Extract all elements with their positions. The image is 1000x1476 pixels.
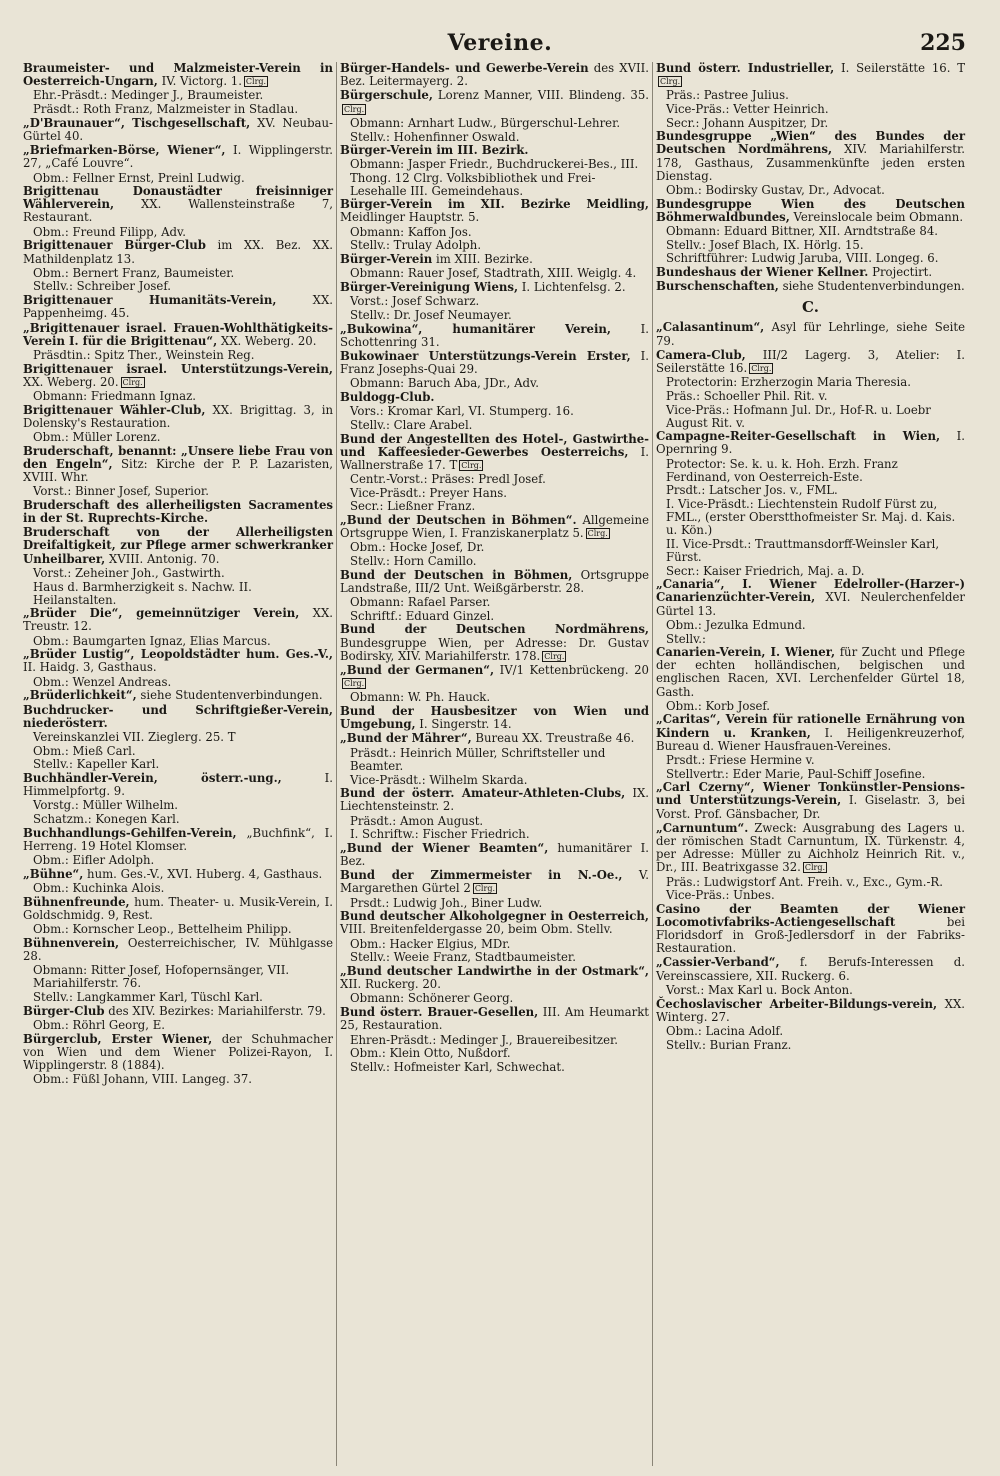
entry-address: Lorenz Manner, VIII. Blindeng. 35. (432, 88, 649, 103)
entry-detail: Obm.: Freund Filipp, Adv. (33, 224, 186, 239)
entry-address: I. Seilerstätte 16. T (834, 62, 966, 75)
clearing-mark: Clrg. (344, 104, 365, 114)
directory-entry (656, 822, 965, 875)
directory-entry (340, 732, 649, 745)
entry-detail: Stellv.: Trulay Adolph. (350, 238, 482, 253)
directory-entry (340, 281, 649, 294)
directory-entry (23, 937, 333, 963)
entry-detail: Stellv.: Horn Camillo. (350, 554, 477, 569)
entry-address: XII. Ruckerg. 20. (340, 977, 441, 992)
directory-entry (656, 781, 965, 820)
entry-detail: Obm.: Klein Otto, Nußdorf. (350, 1046, 511, 1061)
column-left (20, 62, 336, 1466)
entry-address: XX. Brigittag. 3, in Dolensky's Restauration. (23, 402, 333, 430)
entry-detail: Obmann: Ritter Josef, Hofopernsänger, VII. Mariahilferstr. 76. (33, 963, 290, 991)
entry-address: XX. Winterg. 27. (656, 996, 965, 1024)
entry-address: des XVII. Bez. Leitermayerg. 2. (340, 62, 649, 89)
entry-detail: Secr.: Ließner Franz. (350, 499, 476, 514)
directory-entry (23, 827, 333, 853)
directory-entry (23, 62, 333, 88)
entry-detail: Obm.: Bodirsky Gustav, Dr., Advocat. (666, 183, 885, 197)
directory-entry (340, 1006, 649, 1032)
directory-entry (23, 322, 333, 348)
entry-heading: Bundesgruppe Wien des Deutschen Böhmerwaldbundes, (656, 196, 965, 224)
directory-entry (656, 646, 965, 699)
directory-entry (340, 842, 649, 868)
clearing-mark: Clrg. (474, 884, 495, 894)
entry-address: für Zucht und Pflege der echten holländischen, belgischen und englischen Racen, XVI. Lerchenfelder Gürtel 18, Gasth. (656, 645, 965, 699)
entry-detail: Obm.: Lacina Adolf. (666, 1023, 784, 1038)
entry-heading: „Bund der Deutschen in Böhmen“. (340, 513, 577, 527)
entry-heading: Bürger-Verein im XII. Bezirke Meidling, (340, 197, 649, 212)
entry-heading: Buchhändler-Verein, österr.-ung., (23, 771, 282, 785)
entry-heading: Bürger-Verein im III. Bezirk. (340, 143, 529, 158)
entry-detail: Obmann: Schönerer Georg. (350, 991, 514, 1006)
entry-detail: Obm.: Bernert Franz, Baumeister. (33, 265, 235, 280)
entry-detail: Stellv.: Kapeller Karl. (33, 757, 160, 772)
entry-heading: „D'Braunauer“, Tischgesellschaft, (23, 115, 251, 130)
entry-heading: Brigittenauer israel. Unterstützungs-Verein, (23, 361, 333, 376)
clearing-mark: Clrg. (660, 77, 681, 87)
entry-heading: Canarien-Verein, I. Wiener, (656, 645, 836, 660)
entry-detail: Prsdt.: Friese Hermine v. (666, 753, 815, 767)
entry-address: Projectirt. (868, 264, 933, 279)
entry-address: hum. Ges.-V., XVI. Huberg. 4, Gasthaus. (83, 866, 323, 881)
entry-address: XX. Pappenheimg. 45. (23, 293, 333, 321)
entry-heading: „Bund der Germanen“, (340, 662, 495, 677)
directory-entry (23, 772, 333, 798)
directory-entry (340, 62, 649, 88)
entry-address: V. Margarethen Gürtel 2 (340, 868, 649, 896)
entry-detail: Stellvertr.: Eder Marie, Paul-Schiff Josefine. (666, 766, 926, 781)
entry-detail: Prsdt.: Ludwig Joh., Biner Ludw. (350, 895, 543, 910)
entry-heading: „Brüder Die“, gemeinnütziger Verein, (23, 606, 300, 621)
entry-heading: „Cassier-Verband“, (656, 955, 780, 970)
entry-detail: Obm.: Wenzel Andreas. (33, 674, 172, 689)
entry-heading: „Bund der Mährer“, (340, 731, 472, 746)
entry-heading: Bürger-Club (23, 1003, 105, 1018)
entry-address: XX. Weberg. 20. (23, 374, 119, 389)
entry-detail: Obm.: Kuchinka Alois. (33, 881, 165, 896)
column-middle (336, 62, 652, 1466)
entry-detail: Obmann: Rafael Parser. (350, 595, 491, 610)
entry-detail: I. Vice-Präsdt.: Liechtenstein Rudolf Fürst zu, FML., (erster Oberstthofmeister Sr. Maj. d. Kais. u. Kön.) (666, 497, 956, 538)
directory-entry (340, 705, 649, 731)
entry-detail: Obmann: Arnhart Ludw., Bürgerschul-Lehrer. (350, 115, 621, 130)
entry-detail: Stellv.: Schreiber Josef. (33, 279, 171, 294)
entry-address: I. Schottenring 31. (340, 321, 649, 349)
clearing-mark: Clrg. (344, 679, 365, 689)
directory-entry (23, 294, 333, 320)
entry-heading: Campagne-Reiter-Gesellschaft in Wien, (656, 429, 941, 444)
entry-heading: Bund der Hausbesitzer von Wien und Umgebung, (340, 704, 649, 732)
entry-address: I. Singerstr. 14. (415, 717, 512, 732)
entry-address: im XX. Bez. XX. Mathildenplatz 13. (23, 238, 333, 266)
directory-entry (340, 433, 649, 472)
directory-entry (23, 896, 333, 922)
entry-address: siehe Studentenverbindungen. (778, 279, 965, 294)
entry-detail: I. Schriftw.: Fischer Friedrich. (350, 827, 530, 842)
entry-address: I. Wallnerstraße 17. T (340, 444, 649, 472)
directory-entry (23, 499, 333, 525)
entry-heading: Bund österr. Industrieller, (656, 62, 835, 75)
entry-heading: „Briefmarken-Börse, Wiener“, (23, 143, 226, 158)
directory-entry (23, 404, 333, 430)
entry-heading: Bundesgruppe „Wien“ des Bundes der Deutschen Nordmährens, (656, 129, 965, 157)
entry-detail: Präsdtin.: Spitz Ther., Weinstein Reg. (33, 347, 255, 362)
entry-address: XV. Neubau-Gürtel 40. (23, 115, 333, 143)
directory-entry (23, 445, 333, 484)
entry-detail: Obm.: Füßl Johann, VIII. Langeg. 37. (33, 1072, 252, 1087)
entry-address: I. Opernring 9. (656, 429, 965, 457)
entry-heading: Buldogg-Club. (340, 390, 435, 404)
directory-entry (656, 198, 965, 224)
entry-address: XX. Treustr. 12. (23, 606, 333, 634)
entry-detail: Vorst.: Josef Schwarz. (350, 294, 480, 309)
entry-heading: „Canaria“, I. Wiener Edelroller-(Harzer-) Canarienzüchter-Verein, (656, 577, 965, 605)
entry-address: I. Lichtenfelsg. 2. (518, 279, 626, 294)
entry-heading: Bund deutscher Alkoholgegner in Oesterreich, (340, 909, 649, 924)
entry-detail: Secr.: Johann Auspitzer, Dr. (666, 115, 829, 130)
entry-address: IV/1 Kettenbrückeng. 20 (494, 662, 649, 677)
entry-heading: Bürgerclub, Erster Wiener, (23, 1031, 213, 1046)
directory-entry (23, 704, 333, 730)
entry-address: XVI. Neulerchenfelder Gürtel 13. (656, 590, 965, 618)
entry-heading: „Brüderlichkeit“, (23, 688, 137, 703)
entry-heading: Bruderschaft von der Allerheiligsten Dreifaltigkeit, zur Pflege armer schwerkranker Unheilbarer, (23, 525, 333, 566)
entry-heading: Camera-Club, (656, 347, 746, 362)
entry-detail: Obm.: Fellner Ernst, Preinl Ludwig. (33, 170, 245, 185)
entry-address: I. Wipplingerstr. 27, „Café Louvre“. (23, 143, 333, 171)
entry-address: IX. Liechtensteinstr. 2. (340, 786, 650, 814)
directory-entry (23, 648, 333, 674)
directory-entry (340, 350, 649, 376)
entry-address: Meidlinger Hauptstr. 5. (340, 210, 480, 225)
page-number: 225 (920, 30, 966, 56)
column-right (652, 62, 968, 1466)
entry-address: siehe Studentenverbindungen. (136, 688, 323, 703)
entry-address: XVIII. Antonig. 70. (105, 551, 220, 566)
entry-detail: Stellv.: Hohenfinner Oswald. (350, 129, 520, 144)
entry-detail: Obmann: Kaffon Jos. (350, 224, 472, 239)
entry-detail: Protectorin: Erzherzogin Maria Theresia. (666, 375, 911, 390)
entry-detail: Obmann: Baruch Aba, JDr., Adv. (350, 376, 539, 391)
directory-entry (340, 253, 649, 266)
entry-detail: Obm.: Baumgarten Ignaz, Elias Marcus. (33, 633, 271, 648)
entry-detail: II. Vice-Prsdt.: Trauttmansdorff-Weinsler Karl, Fürst. (666, 536, 940, 565)
entry-detail: Obm.: Hocke Josef, Dr. (350, 540, 485, 555)
entry-heading: Buchhandlungs-Gehilfen-Verein, (23, 825, 237, 840)
entry-heading: Bürger-Verein (340, 252, 433, 266)
entry-detail: Stellv.: Hofmeister Karl, Schwechat. (350, 1059, 565, 1074)
entry-address: „Buchfink“, I. Herreng. 19 Hotel Klomser. (23, 825, 333, 853)
entry-heading: „Calasantinum“, (656, 320, 765, 335)
entry-detail: Schriftführer: Ludwig Jaruba, VIII. Longeg. 6. (666, 251, 939, 266)
entry-detail: Obm.: Kornscher Leop., Bettelheim Philipp. (33, 922, 292, 937)
entry-detail: Obmann: W. Ph. Hauck. (350, 690, 491, 705)
entry-detail: Obm.: Korb Josef. (666, 698, 771, 713)
directory-entry (340, 869, 649, 895)
directory-entry (23, 144, 333, 170)
entry-address: des XIV. Bezirkes: Mariahilferstr. 79. (104, 1003, 326, 1018)
entry-address: IV. Victorg. 1. (157, 74, 242, 89)
entry-detail: Stellv.: Josef Blach, IX. Hörlg. 15. (666, 237, 864, 252)
entry-heading: Bundeshaus der Wiener Kellner. (656, 264, 869, 279)
entry-detail: Stellv.: (666, 631, 706, 646)
directory-entry (23, 868, 333, 881)
entry-address: der Schuhmacher von Wien und dem Wiener Polizei-Rayon, I. Wipplingerstr. 8 (1884). (23, 1031, 333, 1072)
directory-entry (23, 1005, 333, 1018)
clearing-mark: Clrg. (544, 651, 565, 661)
entry-detail: Präs.: Schoeller Phil. Rit. v. (666, 388, 828, 403)
directory-entry (656, 62, 965, 88)
page-title: Vereine. (447, 30, 553, 56)
directory-entry (340, 89, 649, 115)
entry-heading: Bühnenfreunde, (23, 894, 130, 909)
clearing-mark: Clrg. (587, 529, 608, 539)
entry-address: XX. Weberg. 20. (217, 333, 317, 348)
entry-address: Bundesgruppe Wien, per Adresse: Dr. Gustav Bodirsky, XIV. Mariahilferstr. 178. (340, 635, 649, 663)
entry-detail: Vorst.: Binner Josef, Superior. (33, 484, 209, 499)
entry-address: bei Floridsdorf in Groß-Jedlersdorf in der Fabriks-Restauration. (656, 914, 965, 956)
entry-address: Allgemeine Ortsgruppe Wien, I. Franziskanerplatz 5. (340, 513, 649, 541)
entry-heading: Bürgerschule, (340, 88, 433, 103)
directory-entry (23, 607, 333, 633)
clearing-mark: Clrg. (122, 377, 143, 387)
directory-entry (656, 430, 965, 456)
entry-detail: Präsdt.: Amon August. (350, 813, 484, 828)
entry-detail: Obm.: Jezulka Edmund. (666, 617, 806, 632)
entry-address: Zweck: Ausgrabung des Lagers u. der römischen Stadt Carnuntum, IX. Türkenstr. 4, per Adresse: Müller zu Aichholz Heinrich Rit. v., Dr., III. Beatrixgasse 32. (656, 820, 965, 875)
entry-heading: Bund der Deutschen Nordmährens, (340, 622, 649, 637)
entry-detail: Vice-Präs.: Unbes. (666, 888, 775, 903)
directory-entry (656, 578, 965, 617)
clearing-mark: Clrg. (245, 77, 267, 87)
directory-entry (340, 787, 649, 813)
entry-address: hum. Theater- u. Musik-Verein, I. Goldschmidg. 9, Rest. (23, 894, 333, 922)
entry-heading: Brigittenauer Humanitäts-Verein, (23, 293, 277, 308)
section-letter: C. (802, 298, 819, 317)
entry-detail: Stellv.: Weeie Franz, Stadtbaumeister. (350, 950, 576, 965)
directory-entry (23, 117, 333, 143)
entry-heading: Bund der Angestellten des Hotel-, Gastwirthe- und Kaffeesieder-Gewerbes Oesterreichs, (340, 431, 649, 459)
entry-heading: Bruderschaft, benannt: „Unsere liebe Frau von den Engeln“, (23, 443, 333, 471)
entry-detail: Haus d. Barmherzigkeit s. Nachw. II. Heilanstalten. (33, 579, 252, 607)
entry-detail: Präsdt.: Roth Franz, Malzmeister in Stadlau. (33, 102, 299, 117)
directory-entry (23, 239, 333, 265)
entry-detail: Vice-Präs.: Vetter Heinrich. (666, 102, 829, 117)
directory-entry (340, 144, 649, 157)
entry-detail: Präs.: Pastree Julius. (666, 88, 789, 103)
entry-address: Vereinslocale beim Obmann. (789, 209, 964, 224)
entry-detail: Vorst.: Zeheiner Joh., Gastwirth. (33, 565, 225, 580)
entry-heading: „Carl Czerny“, Wiener Tonkünstler-Pensions- und Unterstützungs-Verein, (656, 780, 965, 808)
entry-heading: Buchdrucker- und Schriftgießer-Verein, niederösterr. (23, 702, 333, 730)
directory-entry (23, 185, 333, 224)
entry-heading: Brigittenauer Wähler-Club, (23, 402, 206, 417)
entry-heading: Brigittenauer Bürger-Club (23, 238, 206, 253)
entry-detail: Obm.: Eifler Adolph. (33, 853, 155, 868)
entry-detail: Secr.: Kaiser Friedrich, Maj. a. D. (666, 563, 865, 578)
entry-detail: Obmann: Jasper Friedr., Buchdruckerei-Bes., III. Thong. 12 Clrg. Volksbibliothek und Frei-Lesehalle III. Gemeindehaus. (350, 157, 639, 198)
entry-detail: Vors.: Kromar Karl, VI. Stumperg. 16. (350, 404, 574, 419)
entry-heading: Bürger-Vereinigung Wiens, (340, 279, 519, 294)
entry-detail: Schatzm.: Konegen Karl. (33, 812, 180, 827)
directory-entry (656, 956, 965, 982)
directory-entry (340, 664, 649, 690)
entry-heading: Bukowinaer Unterstützungs-Verein Erster, (340, 348, 631, 363)
directory-entry (23, 526, 333, 565)
entry-detail: Obm.: Hacker Elgius, MDr. (350, 936, 511, 951)
directory-entry (23, 363, 333, 389)
entry-heading: „Carnuntum“. (656, 820, 749, 835)
entry-detail: Obmann: Eduard Bittner, XII. Arndtstraße 84. (666, 224, 939, 239)
entry-address: f. Berufs-Interessen d. Vereinscassiere, XII. Ruckerg. 6. (656, 955, 965, 983)
entry-address: Oesterreichischer, IV. Mühlgasse 28. (23, 935, 333, 963)
entry-heading: „Bühne“, (23, 866, 84, 881)
clearing-mark: Clrg. (751, 363, 772, 373)
directory-entry (340, 965, 649, 991)
entry-heading: Bund der österr. Amateur-Athleten-Clubs, (340, 786, 626, 801)
directory-entry (656, 349, 965, 375)
entry-address: Asyl für Lehrlinge, siehe Seite 79. (656, 320, 965, 348)
entry-address: im XIII. Bezirke. (432, 252, 533, 266)
entry-address: III/2 Lagerg. 3, Atelier: I. Seilerstätte 16. (656, 347, 965, 375)
directory-entry (340, 569, 649, 595)
directory-entry (340, 623, 649, 662)
entry-detail: Vorstg.: Müller Wilhelm. (33, 798, 178, 813)
entry-heading: Čechoslavischer Arbeiter-Bildungs-verein, (656, 996, 938, 1011)
entry-heading: Braumeister- und Malzmeister-Verein in Oesterreich-Ungarn, (23, 62, 333, 89)
entry-detail: Vice-Präsdt.: Wilhelm Skarda. (350, 772, 528, 787)
entry-address: I. Heiligenkreuzerhof, Bureau d. Wiener Hausfrauen-Vereines. (656, 725, 965, 753)
entry-address: XX. Wallensteinstraße 7, Restaurant. (23, 197, 333, 225)
entry-heading: „Brüder Lustig“, Leopoldstädter hum. Ges.-V., (23, 647, 333, 662)
entry-detail: Ehr.-Präsdt.: Medinger J., Braumeister. (33, 88, 264, 103)
entry-detail: Vereinskanzlei VII. Zieglerg. 25. T (33, 730, 236, 745)
entry-detail: Stellv.: Dr. Josef Neumayer. (350, 307, 512, 322)
directory-entry (340, 910, 649, 936)
entry-heading: Brigittenau Donaustädter freisinniger Wählerverein, (23, 184, 333, 212)
entry-address: I. Giselastr. 3, bei Vorst. Prof. Gänsbacher, Dr. (656, 793, 965, 821)
entry-heading: „Caritas“, Verein für rationelle Ernährung von Kindern u. Kranken, (656, 712, 965, 740)
directory-entry (656, 903, 965, 956)
entry-heading: „Bukowina“, humanitärer Verein, (340, 321, 611, 336)
directory-entry (656, 713, 965, 752)
entry-address: Ortsgruppe Landstraße, III/2 Unt. Weißgärberstr. 28. (340, 567, 649, 595)
entry-detail: Stellv.: Langkammer Karl, Tüschl Karl. (33, 989, 263, 1004)
entry-heading: Casino der Beamten der Wiener Locomotivfabriks-Actiengesellschaft (656, 901, 965, 929)
entry-detail: Obmann: Rauer Josef, Stadtrath, XIII. Weiglg. 4. (350, 266, 637, 281)
entry-detail: Präs.: Ludwigstorf Ant. Freih. v., Exc., Gym.-R. (666, 874, 943, 889)
entry-heading: Bund österr. Brauer-Gesellen, (340, 1005, 539, 1020)
entry-detail: Vice-Präs.: Hofmann Jul. Dr., Hof-R. u. Loebr August Rit. v. (666, 402, 931, 430)
entry-heading: „Brigittenauer israel. Frauen-Wohlthätigkeits-Verein I. für die Brigittenau“, (23, 320, 333, 348)
entry-address: I. Franz Josephs-Quai 29. (340, 348, 649, 377)
entry-detail: Protector: Se. k. u. k. Hoh. Erzh. Franz Ferdinand, von Oesterreich-Este. (666, 456, 898, 484)
directory-entry (340, 198, 649, 224)
directory-entry (656, 266, 965, 279)
page-header (0, 26, 1000, 62)
columns (20, 62, 968, 1466)
entry-detail: Prsdt.: Latscher Jos. v., FML. (666, 483, 838, 498)
directory-entry (340, 514, 649, 540)
directory-entry (656, 130, 965, 183)
entry-heading: „Bund der Wiener Beamten“, (340, 840, 549, 855)
entry-detail: Vorst.: Max Karl u. Bock Anton. (666, 982, 853, 997)
entry-address: Sitz: Kirche der P. P. Lazaristen, XVIII. Whr. (23, 456, 334, 484)
entry-detail: Obm.: Mieß Carl. (33, 743, 136, 758)
clearing-mark: Clrg. (461, 460, 482, 470)
entry-detail: Ehren-Präsdt.: Medinger J., Brauereibesitzer. (350, 1032, 619, 1047)
directory-entry (23, 1033, 333, 1072)
entry-heading: „Bund deutscher Landwirthe in der Ostmark“, (340, 964, 649, 978)
entry-address: Bureau XX. Treustraße 46. (471, 731, 635, 746)
directory-entry (656, 998, 965, 1024)
entry-detail: Centr.-Vorst.: Präses: Predl Josef. (350, 472, 546, 487)
entry-detail: Vice-Präsdt.: Preyer Hans. (350, 485, 507, 500)
entry-detail: Präsdt.: Heinrich Müller, Schriftsteller und Beamter. (350, 745, 606, 773)
directory-entry (656, 280, 965, 293)
entry-address: II. Haidg. 3, Gasthaus. (23, 660, 157, 675)
entry-heading: Bühnenverein, (23, 935, 120, 950)
entry-heading: Bürger-Handels- und Gewerbe-Verein (340, 62, 589, 75)
entry-address: XIV. Mariahilferstr. 178, Gasthaus, Zusammenkünfte jeden ersten Dienstag. (656, 142, 965, 183)
entry-address: humanitärer I. Bez. (340, 840, 649, 868)
entry-address: VIII. Breitenfeldergasse 20, beim Obm. Stellv. (340, 922, 613, 937)
entry-detail: Stellv.: Clare Arabel. (350, 417, 473, 432)
directory-entry (23, 689, 333, 702)
entry-detail: Obm.: Röhrl Georg, E. (33, 1017, 165, 1032)
entry-address: I. Himmelpfortg. 9. (23, 771, 333, 799)
entry-heading: Bund der Zimmermeister in N.-Oe., (340, 868, 623, 883)
entry-heading: Bund der Deutschen in Böhmen, (340, 567, 573, 582)
directory-entry (656, 321, 965, 347)
entry-detail: Obmann: Friedmann Ignaz. (33, 389, 196, 403)
entry-detail: Schriftf.: Eduard Ginzel. (350, 608, 495, 623)
entry-address: III. Am Heumarkt 25, Restauration. (340, 1005, 649, 1033)
entry-detail: Obm.: Müller Lorenz. (33, 430, 161, 445)
clearing-mark: Clrg. (804, 863, 826, 873)
entry-heading: Bruderschaft des allerheiligsten Sacramentes in der St. Ruprechts-Kirche. (23, 497, 333, 525)
entry-detail: Stellv.: Burian Franz. (666, 1037, 792, 1052)
entry-heading: Burschenschaften, (656, 279, 779, 294)
directory-entry (340, 323, 649, 349)
directory-entry (340, 391, 649, 404)
